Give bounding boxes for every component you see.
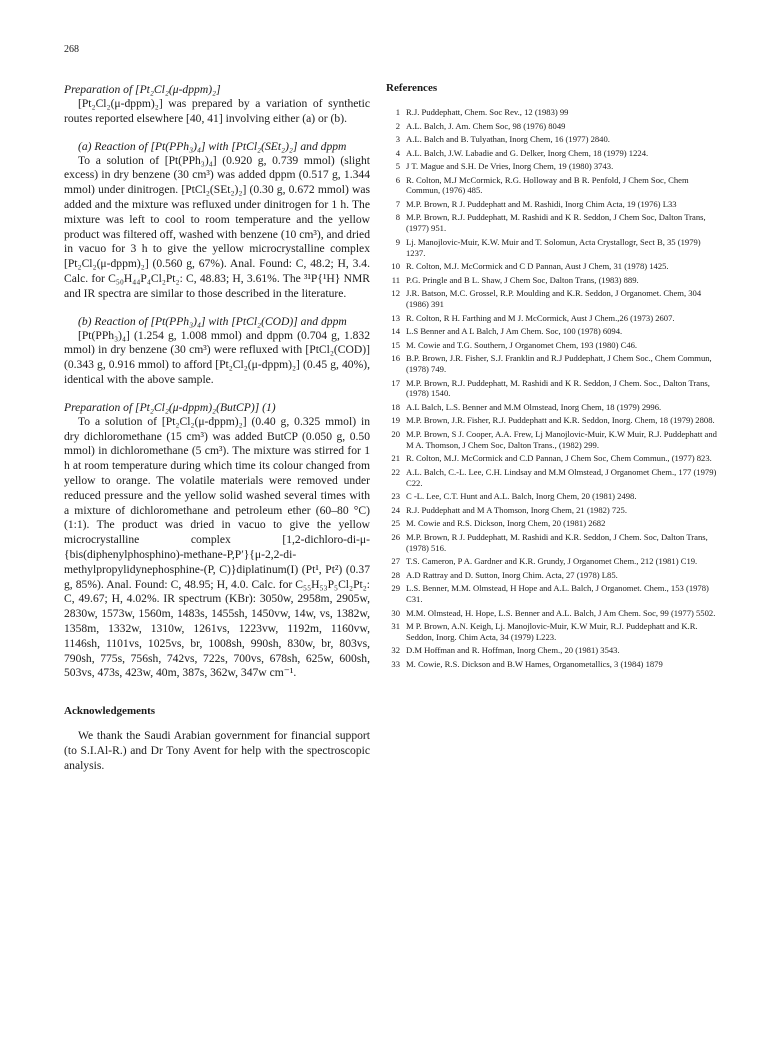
reference-text: P.G. Pringle and B L. Shaw, J Chem Soc, Dalton Trans, (1983) 889. — [406, 274, 639, 285]
reference-item — [382, 608, 718, 619]
reference-item — [382, 148, 718, 159]
reference-text: B.P. Brown, J.R. Fisher, S.J. Franklin and R.J Puddephatt, J Chem Soc., Chem Commun, (1978) 749. — [406, 353, 712, 375]
reference-text: A.L. Balch and B. Tulyathan, Inorg Chem, 16 (1977) 2840. — [406, 134, 610, 144]
reference-item — [382, 237, 718, 259]
reference-item — [382, 121, 718, 132]
reference-number: 3 — [395, 134, 400, 144]
reference-number: 15 — [391, 339, 400, 350]
reference-item — [382, 621, 718, 643]
reference-text: M. Cowie and R.S. Dickson, Inorg Chem, 20 (1981) 2682 — [406, 518, 606, 529]
reference-number: 17 — [391, 377, 400, 388]
reference-text: L.S. Benner, M.M. Olmstead, H Hope and A.L. Balch, J Organomet. Chem., 153 (1978) C31. — [406, 583, 709, 605]
reference-number: 30 — [391, 607, 400, 618]
reference-number: 8 — [395, 212, 400, 223]
acknowledgements-heading: Acknowledgements — [64, 705, 156, 718]
reference-text: M. Cowie and T.G. Southern, J Organomet Chem, 193 (1980) C46. — [406, 339, 638, 350]
reference-text: M.M. Olmstead, H. Hope, L.S. Benner and A.L. Balch, J Am Chem. Soc, 99 (1977) 5502. — [406, 607, 716, 618]
reference-text: C -L. Lee, C.T. Hunt and A.L. Balch, Inorg Chem, 20 (1981) 2498. — [406, 491, 637, 502]
reference-number: 4 — [395, 147, 400, 158]
reference-item — [382, 212, 718, 234]
left-column — [64, 82, 370, 773]
reference-number: 31 — [391, 621, 400, 632]
reference-number: 26 — [391, 531, 400, 542]
reference-number: 13 — [391, 312, 400, 323]
reference-text: M.P. Brown, R.J. Puddephatt, M. Rashidi and K R. Seddon, J Chem Soc, Dalton Trans, (1977) 951. — [406, 212, 706, 234]
reference-item — [382, 453, 718, 464]
references-heading: References — [386, 82, 438, 94]
reference-item — [382, 378, 718, 400]
reference-item — [382, 570, 718, 581]
reference-text: M.P. Brown, R J. Puddephatt, M. Rashidi and K.R. Seddon, J Chem. Soc, Dalton Trans, (1978) 516. — [406, 531, 708, 553]
reference-text: A.L. Balch, C.-L. Lee, C.H. Lindsay and M.M Olmstead, J Organomet Chem., 177 (1979) C22. — [406, 466, 717, 488]
reference-text: M. Cowie, R.S. Dickson and B.W Hames, Organometallics, 3 (1984) 1879 — [406, 658, 663, 669]
reference-text: J T. Mague and S.H. De Vries, Inorg Chem, 19 (1980) 3743. — [406, 161, 614, 171]
references-column — [382, 82, 718, 672]
reference-number: 16 — [391, 353, 400, 364]
reference-item — [382, 107, 718, 118]
reference-item — [382, 326, 718, 337]
paragraph: To a solution of [Pt₂Cl₂(μ-dppm)₂] (0.40 g, 0.325 mmol) in dry dichloromethane (15 cm³) was added ButCP (0.050 g, 0.50 mmol) in dichloromethane (5 cm³). The mixture was stirred for 1 h at room temperature during which time its colour changed from yellow to orange. The volatile materials were removed under reduced pressure and the yellow solid washed several times with a mixture of dichloromethane and petroleum ether (60–80 °C) (1:1). The product was dried in vacuo to give the yellow microcrystalline complex [1,2-dichloro-di-μ-{bis(diphenylphosphino)-methane-P,P′}{μ-2,2-di-methylpropylidynephosphine-(P, C)}diplatinum(I) (Pt¹, Pt²) (0.37 g, 85%). Anal. Found: C, 48.95; H, 4.0. Calc. for C₅₅H₅₃P₅Cl₂Pt₂: C, 49.67; H, 4.02%. IR spectrum (KBr): 3050w, 2958m, 2905w, 2830w, 1573w, 1560m, 1483s, 1455sh, 1450vw, 14w, vs, 1382w, 1358m, 1332w, 1310w, 1261vs, 1223vw, 1192m, 1160vw, 1146sh, 1101vs, 1025vs, br, 1008sh, 990sh, 830w, br, 803vs, 790sh, 775s, 756sh, 742vs, 722s, 700vs, 678sh, 625w, 600sh, 503vs, 473s, 423w, 40m, 387s, 362w, 347w cm⁻¹. — [64, 414, 370, 680]
reference-number: 7 — [395, 198, 400, 209]
reference-item — [382, 429, 718, 451]
reference-number: 9 — [395, 236, 400, 247]
reference-number: 23 — [391, 491, 400, 502]
reference-text: M.P. Brown, R J. Puddephatt and M. Rashidi, Inorg Chim Acta, 19 (1976) L33 — [406, 198, 677, 209]
subsection-heading: (a) Reaction of [Pt(PPh₃)₄] with [PtCl₂(SEt₂)₂] and dppm — [78, 139, 347, 153]
reference-number: 6 — [395, 174, 400, 185]
reference-number: 24 — [391, 504, 400, 515]
reference-number: 27 — [391, 556, 400, 567]
reference-number: 2 — [395, 120, 400, 131]
reference-text: R.J. Puddephatt, Chem. Soc Rev., 12 (1983) 99 — [406, 107, 569, 117]
section-heading: Preparation of [Pt₂Cl₂(μ-dppm)₂] — [64, 83, 221, 96]
reference-number: 10 — [391, 261, 400, 272]
reference-number: 21 — [391, 453, 400, 464]
reference-text: A.D Rattray and D. Sutton, Inorg Chim. Acta, 27 (1978) L85. — [406, 569, 618, 580]
reference-number: 1 — [395, 107, 400, 117]
reference-item — [382, 353, 718, 375]
reference-number: 19 — [391, 415, 400, 426]
reference-number: 14 — [391, 326, 400, 337]
reference-item — [382, 505, 718, 516]
page-number: 268 — [64, 44, 79, 55]
reference-number: 25 — [391, 518, 400, 529]
reference-item — [382, 340, 718, 351]
reference-item — [382, 532, 718, 554]
reference-text: M P. Brown, A.N. Keigh, Lj. Manojlovic-Muir, K.W Muir, R.J. Puddephatt and K.R. Seddon, Inorg. Chim Acta, 34 (1979) L223. — [406, 621, 698, 642]
paragraph: [Pt₂Cl₂(μ-dppm)₂] was prepared by a variation of synthetic routes reported elsewhere [40, 41] involving either (a) or (b). — [64, 97, 370, 125]
reference-text: L.S Benner and A L Balch, J Am Chem. Soc, 100 (1978) 6094. — [406, 326, 623, 337]
reference-item — [382, 467, 718, 489]
acknowledgements-text: We thank the Saudi Arabian government for financial support (to S.I.Al-R.) and Dr Tony Avent for help with the spectroscopic analysis. — [64, 729, 370, 772]
reference-text: M.P. Brown, R.J. Puddephatt, M. Rashidi and K R. Seddon, J Chem. Soc., Dalton Trans, (1978) 1540. — [406, 377, 710, 399]
paragraph: [Pt(PPh₃)₄] (1.254 g, 1.008 mmol) and dppm (0.704 g, 1.832 mmol) in dry benzene (30 cm³) were refluxed with [PtCl₂(COD)] (0.343 g, 0.916 mmol) to afford [Pt₂Cl₂(μ-dppm)₂] (0.45 g, 40%), identical with the above sample. — [64, 328, 370, 386]
reference-item — [382, 645, 718, 656]
reference-text: R.J. Puddephatt and M A Thomson, Inorg Chem, 21 (1982) 725. — [406, 504, 627, 515]
reference-text: D.M Hoffman and R. Hoffman, Inorg Chem., 20 (1981) 3543. — [406, 645, 620, 656]
reference-item — [382, 161, 718, 172]
reference-text: J.R. Batson, M.C. Grossel, R.P. Moulding and K.R. Seddon, J Organomet. Chem, 304 (1986) 391 — [406, 288, 702, 310]
reference-number: 12 — [391, 288, 400, 299]
reference-item — [382, 518, 718, 529]
reference-item — [382, 275, 718, 286]
reference-number: 29 — [391, 583, 400, 594]
reference-text: M.P. Brown, J.R. Fisher, R.J. Puddephatt and K.R. Seddon, Inorg. Chem, 18 (1979) 2808. — [406, 415, 715, 426]
reference-number: 22 — [391, 466, 400, 477]
reference-text: R. Colton, M.J McCormick, R.G. Holloway and B R. Penfold, J Chem Soc, Chem Commun, (1976) 485. — [406, 174, 689, 196]
reference-list — [382, 107, 718, 670]
reference-number: 28 — [391, 569, 400, 580]
reference-item — [382, 175, 718, 197]
section-heading: Preparation of [Pt₂Cl₂(μ-dppm)₂(ButCP)] (1) — [64, 400, 276, 414]
reference-text: R. Colton, R H. Farthing and M J. McCormick, Aust J Chem.,26 (1973) 2607. — [406, 312, 675, 323]
reference-number: 32 — [391, 645, 400, 656]
reference-item — [382, 313, 718, 324]
reference-item — [382, 491, 718, 502]
reference-item — [382, 402, 718, 413]
reference-item — [382, 134, 718, 145]
reference-text: R. Colton, M.J. McCormick and C D Pannan, Aust J Chem, 31 (1978) 1425. — [406, 261, 669, 272]
reference-text: A.L. Balch, J. Am. Chem Soc, 98 (1976) 8049 — [406, 120, 566, 131]
reference-item — [382, 556, 718, 567]
reference-item — [382, 288, 718, 310]
reference-item — [382, 583, 718, 605]
reference-text: Lj. Manojlovic-Muir, K.W. Muir and T. Solomun, Acta Crystallogr, Sect B, 35 (1979) 1237. — [406, 236, 701, 258]
reference-item — [382, 659, 718, 670]
reference-number: 11 — [391, 274, 400, 285]
paragraph: To a solution of [Pt(PPh₃)₄] (0.920 g, 0.739 mmol) (slight excess) in dry benzene (30 cm³) was added dppm (0.517 g, 1.344 mmol) under dinitrogen. [PtCl₂(SEt₂)₂] (0.30 g, 0.672 mmol) was added and the mixture was refluxed under dinitrogen for 1 h. The mixture was left to cool to room temperature and the yellow product was filtered off, washed with benzene (10 cm³), and dried in vacuo for 3 h to give the yellow microcrystalline complex [Pt₂Cl₂(μ-dppm)₂] (0.560 g, 67%). Anal. Found: C, 48.2; H, 3.4. Calc. for C₅₀H₄₄P₄Cl₂Pt₂: C, 48.83; H, 3.61%. The ³¹P{¹H} NMR and IR spectra are similar to those described in the literature. — [64, 153, 370, 300]
reference-item — [382, 199, 718, 210]
reference-text: R. Colton, M.J. McCormick and C.D Pannan, J Chem Soc, Chem Commun., (1977) 823. — [406, 453, 712, 464]
reference-item — [382, 415, 718, 426]
reference-text: A.L. Balch, J.W. Labadie and G. Delker, Inorg Chem, 18 (1979) 1224. — [406, 147, 649, 158]
reference-number: 20 — [391, 428, 400, 439]
reference-number: 18 — [391, 401, 400, 412]
reference-text: T.S. Cameron, P A. Gardner and K.R. Grundy, J Organomet Chem., 212 (1981) C19. — [406, 556, 698, 567]
reference-number: 5 — [395, 161, 400, 171]
reference-number: 33 — [391, 658, 400, 669]
reference-text: A.L Balch, L.S. Benner and M.M Olmstead, Inorg Chem, 18 (1979) 2996. — [406, 401, 662, 412]
subsection-heading: (b) Reaction of [Pt(PPh₃)₄] with [PtCl₂(COD)] and dppm — [78, 314, 347, 328]
reference-text: M.P. Brown, S J. Cooper, A.A. Frew, Lj Manojlovic-Muir, K.W Muir, R.J. Puddephatt and M A. Thomson, J Chem Soc, Dalton Trans., (1982) 299. — [406, 428, 717, 450]
reference-item — [382, 261, 718, 272]
